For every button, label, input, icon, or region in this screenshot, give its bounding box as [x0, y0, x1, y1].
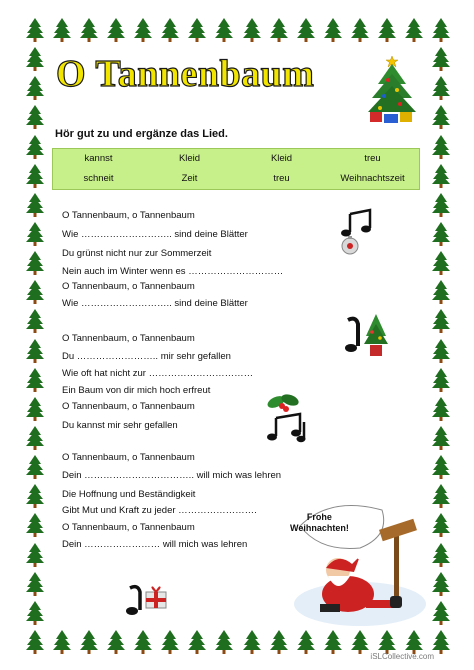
tree-border-icon — [432, 251, 450, 275]
tree-border-icon — [432, 309, 450, 333]
tree-border-icon — [297, 630, 315, 654]
lyric-line: O Tannenbaum, o Tannenbaum — [62, 281, 195, 292]
lyric-line: O Tannenbaum, o Tannenbaum — [62, 452, 195, 463]
tree-border-icon — [26, 397, 44, 421]
tree-border-icon — [26, 164, 44, 188]
word-row — [53, 169, 419, 189]
tree-border-icon — [26, 484, 44, 508]
lyric-line: O Tannenbaum, o Tannenbaum — [62, 401, 195, 412]
music-note-gift-icon — [118, 580, 170, 620]
tree-border-icon — [324, 630, 342, 654]
tree-border-icon — [432, 47, 450, 71]
tree-border-icon — [405, 630, 423, 654]
tree-border-icon — [107, 630, 125, 654]
word-box — [52, 148, 420, 190]
tree-border-icon — [243, 18, 261, 42]
tree-border-icon — [26, 105, 44, 129]
word-item: Zeit — [181, 173, 198, 184]
lyric-line: Die Hoffnung und Beständigkeit — [62, 489, 196, 500]
lyric-line: Gibt Mut und Kraft zu jeder ……………………. — [62, 505, 257, 516]
tree-border-icon — [432, 105, 450, 129]
tree-border-icon — [26, 280, 44, 304]
tree-border-icon — [134, 18, 152, 42]
page-title: O Tannenbaum — [56, 53, 315, 95]
tree-border-icon — [432, 193, 450, 217]
word-item: schneit — [83, 173, 114, 184]
tree-border-icon — [432, 572, 450, 596]
tree-border-icon — [80, 630, 98, 654]
tree-border-icon — [134, 630, 152, 654]
tree-border-icon — [297, 18, 315, 42]
lyric-line: Du grünst nicht nur zur Sommerzeit — [62, 248, 212, 259]
lyric-line: Wie oft hat nicht zur …………………………… — [62, 368, 254, 379]
tree-border-icon — [378, 18, 396, 42]
tree-border-icon — [26, 426, 44, 450]
lyric-line: Du kannst mir sehr gefallen — [62, 420, 178, 431]
tree-border-icon — [432, 164, 450, 188]
tree-border-icon — [432, 280, 450, 304]
lyric-line: Ein Baum von dir mich hoch erfreut — [62, 385, 211, 396]
word-item: treu — [364, 153, 381, 164]
tree-border-icon — [161, 630, 179, 654]
tree-border-icon — [351, 630, 369, 654]
tree-border-icon — [26, 543, 44, 567]
tree-border-icon — [26, 193, 44, 217]
tree-border-icon — [26, 368, 44, 392]
tree-border-icon — [26, 222, 44, 246]
tree-border-icon — [161, 18, 179, 42]
tree-border-icon — [26, 135, 44, 159]
lyric-line: Dein …………………………….. will mich was lehren — [62, 470, 282, 481]
tree-border-icon — [26, 309, 44, 333]
word-item: kannst — [84, 153, 113, 164]
tree-border-icon — [432, 426, 450, 450]
tree-border-icon — [351, 18, 369, 42]
lyric-line: O Tannenbaum, o Tannenbaum — [62, 333, 195, 344]
lyric-line: Du …………………….. mir sehr gefallen — [62, 351, 231, 362]
tree-border-icon — [432, 630, 450, 654]
tree-border-icon — [26, 18, 44, 42]
tree-border-icon — [378, 630, 396, 654]
tree-border-icon — [405, 18, 423, 42]
tree-border-icon — [432, 135, 450, 159]
tree-border-icon — [80, 18, 98, 42]
tree-border-icon — [26, 251, 44, 275]
tree-border-icon — [432, 455, 450, 479]
tree-border-icon — [432, 397, 450, 421]
tree-border-icon — [432, 76, 450, 100]
tree-border-icon — [243, 630, 261, 654]
tree-border-icon — [215, 18, 233, 42]
word-item: Weihnachtszeit — [340, 173, 405, 184]
tree-border-icon — [270, 18, 288, 42]
tree-border-icon — [215, 630, 233, 654]
tree-border-icon — [324, 18, 342, 42]
lyric-line: O Tannenbaum, o Tannenbaum — [62, 522, 195, 533]
tree-border-icon — [432, 601, 450, 625]
music-note-tree-icon — [338, 310, 392, 362]
word-item: Kleid — [270, 153, 293, 164]
word-row — [53, 149, 419, 169]
footer-watermark: iSLCollective.com — [370, 652, 434, 661]
tree-border-icon — [432, 513, 450, 537]
tree-border-icon — [432, 339, 450, 363]
lyric-line: Nein auch im Winter wenn es ………………………… — [62, 266, 284, 277]
word-item: Kleid — [178, 153, 201, 164]
tree-border-icon — [432, 222, 450, 246]
tree-border-icon — [26, 630, 44, 654]
tree-border-icon — [26, 47, 44, 71]
lyric-line: O Tannenbaum, o Tannenbaum — [62, 210, 195, 221]
holly-music-notes-icon — [264, 388, 316, 444]
christmas-tree-icon — [362, 50, 422, 124]
tree-border-icon — [188, 630, 206, 654]
speech-bubble — [290, 512, 349, 534]
speech-line: Weihnachten! — [290, 523, 349, 533]
instruction-text: Hör gut zu und ergänze das Lied. — [55, 128, 228, 140]
speech-line: Frohe — [306, 512, 332, 522]
music-note-ornament-icon — [336, 206, 380, 256]
tree-border-icon — [26, 455, 44, 479]
word-item: treu — [273, 173, 290, 184]
tree-border-icon — [432, 18, 450, 42]
tree-border-icon — [26, 339, 44, 363]
tree-border-icon — [270, 630, 288, 654]
tree-border-icon — [26, 572, 44, 596]
tree-border-icon — [53, 630, 71, 654]
lyric-line: Wie ……………………….. sind deine Blätter — [62, 298, 248, 309]
tree-border-icon — [432, 484, 450, 508]
tree-border-icon — [188, 18, 206, 42]
tree-border-icon — [107, 18, 125, 42]
lyric-line: Wie ……………………….. sind deine Blätter — [62, 229, 248, 240]
tree-border-icon — [53, 18, 71, 42]
tree-border-icon — [26, 513, 44, 537]
tree-border-icon — [26, 601, 44, 625]
tree-border-icon — [26, 76, 44, 100]
lyric-line: Dein …………………… will mich was lehren — [62, 539, 248, 550]
tree-border-icon — [432, 543, 450, 567]
tree-border-icon — [432, 368, 450, 392]
